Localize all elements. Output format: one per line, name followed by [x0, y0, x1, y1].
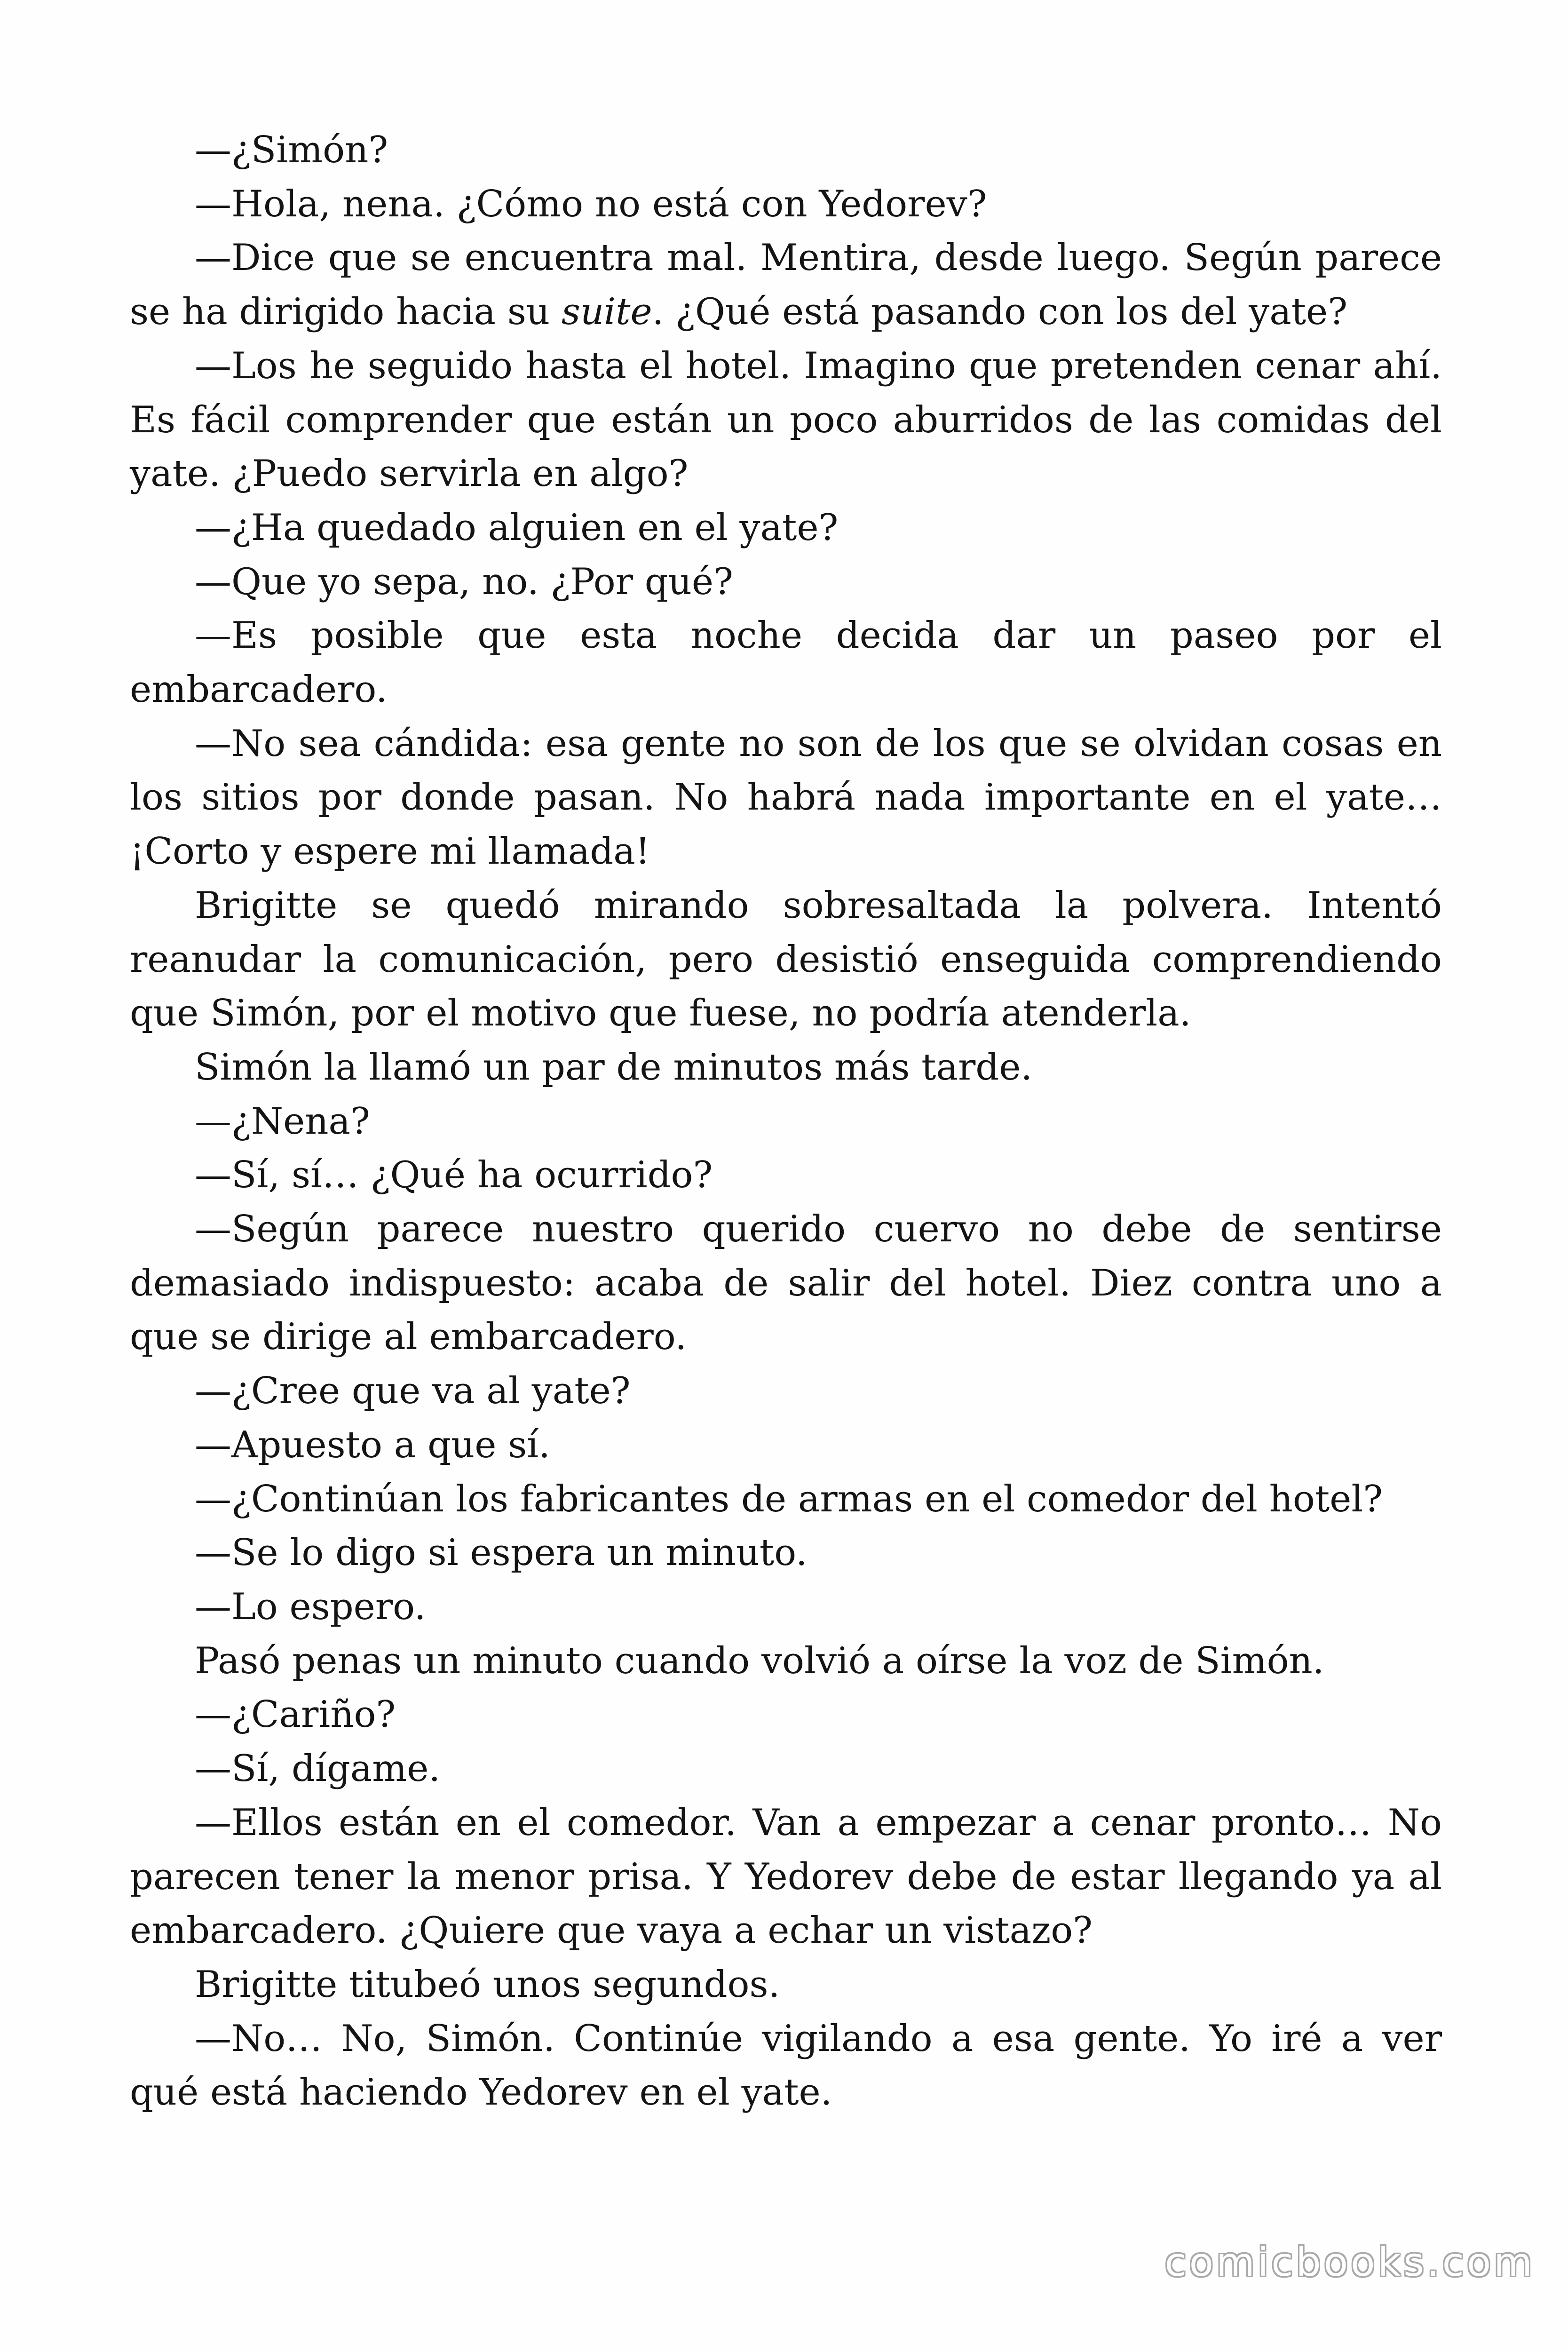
- paragraph: [130, 717, 1442, 879]
- paragraph-text: —Se lo digo si espera un minuto.: [195, 1532, 808, 1574]
- paragraph: [130, 1472, 1442, 1526]
- paragraph: [130, 1634, 1442, 1688]
- paragraph: [130, 501, 1442, 555]
- paragraph: [130, 1580, 1442, 1634]
- paragraph: [130, 123, 1442, 177]
- paragraph: [130, 2012, 1442, 2120]
- paragraph-text: Pasó penas un minuto cuando volvió a oírse la voz de Simón.: [195, 1639, 1324, 1682]
- paragraph-text: —No sea cándida: esa gente no son de los que se olvidan cosas en los sitios por donde pasan. No habrá nada importante en el yate… ¡Corto y espere mi llamada!: [130, 722, 1442, 873]
- paragraph-text: —¿Nena?: [195, 1100, 370, 1143]
- paragraph: [130, 1796, 1442, 1958]
- paragraph-text: Brigitte se quedó mirando sobresaltada la polvera. Intentó reanudar la comunicación, pero desistió enseguida comprendiendo que Simón, por el motivo que fuese, no podría atenderla.: [130, 884, 1442, 1035]
- body-text: [130, 123, 1442, 2120]
- paragraph-text: —¿Ha quedado alguien en el yate?: [195, 506, 839, 549]
- paragraph-text: —Ellos están en el comedor. Van a empezar a cenar pronto… No parecen tener la menor prisa. Y Yedorev debe de estar llegando ya al embarcadero. ¿Quiere que vaya a echar un vistazo?: [130, 1801, 1442, 1952]
- paragraph: [130, 879, 1442, 1041]
- paragraph: [130, 1742, 1442, 1796]
- paragraph: [130, 1958, 1442, 2012]
- paragraph-text: —Los he seguido hasta el hotel. Imagino que pretenden cenar ahí. Es fácil comprender que están un poco aburridos de las comidas del yate. ¿Puedo servirla en algo?: [130, 344, 1442, 495]
- paragraph-text: Brigitte titubeó unos segundos.: [195, 1963, 780, 2006]
- paragraph: [130, 555, 1442, 609]
- paragraph: [130, 609, 1442, 716]
- paragraph-text: —Sí, dígame.: [195, 1748, 441, 1790]
- paragraph: [130, 231, 1442, 339]
- paragraph-text: —¿Continúan los fabricantes de armas en el comedor del hotel?: [195, 1478, 1383, 1520]
- paragraph-text: . ¿Qué está pasando con los del yate?: [652, 291, 1348, 334]
- paragraph: [130, 1041, 1442, 1095]
- paragraph-text: Simón la llamó un par de minutos más tarde.: [195, 1046, 1033, 1089]
- paragraph: [130, 1202, 1442, 1364]
- paragraph-text: —Sí, sí… ¿Qué ha ocurrido?: [195, 1154, 713, 1197]
- paragraph: [130, 177, 1442, 231]
- paragraph-text: —Que yo sepa, no. ¿Por qué?: [195, 560, 733, 603]
- paragraph: [130, 1418, 1442, 1472]
- paragraph-text: —No… No, Simón. Continúe vigilando a esa gente. Yo iré a ver qué está haciendo Yedorev en el yate.: [130, 2017, 1442, 2114]
- site-watermark: comicbooks.com: [1164, 2239, 1535, 2285]
- paragraph-text: —Hola, nena. ¿Cómo no está con Yedorev?: [195, 183, 987, 225]
- paragraph-text: —Lo espero.: [195, 1585, 426, 1628]
- paragraph-text: —¿Cariño?: [195, 1693, 396, 1736]
- paragraph-text: —Según parece nuestro querido cuervo no debe de sentirse demasiado indispuesto: acaba de salir del hotel. Diez contra uno a que se dirige al embarcadero.: [130, 1208, 1442, 1359]
- paragraph: [130, 1688, 1442, 1742]
- paragraph: [130, 1095, 1442, 1149]
- paragraph: [130, 1364, 1442, 1418]
- paragraph-text: —¿Simón?: [195, 129, 388, 171]
- paragraph-text: —Es posible que esta noche decida dar un paseo por el embarcadero.: [130, 614, 1442, 711]
- paragraph: [130, 1526, 1442, 1580]
- italic-text: suite: [561, 291, 652, 334]
- paragraph-text: —Dice que se encuentra mal. Mentira, desde luego. Según parece se ha dirigido hacia su: [130, 237, 1442, 334]
- paragraph: [130, 339, 1442, 501]
- paragraph: [130, 1148, 1442, 1202]
- paragraph-text: —Apuesto a que sí.: [195, 1423, 550, 1466]
- paragraph-text: —¿Cree que va al yate?: [195, 1370, 631, 1413]
